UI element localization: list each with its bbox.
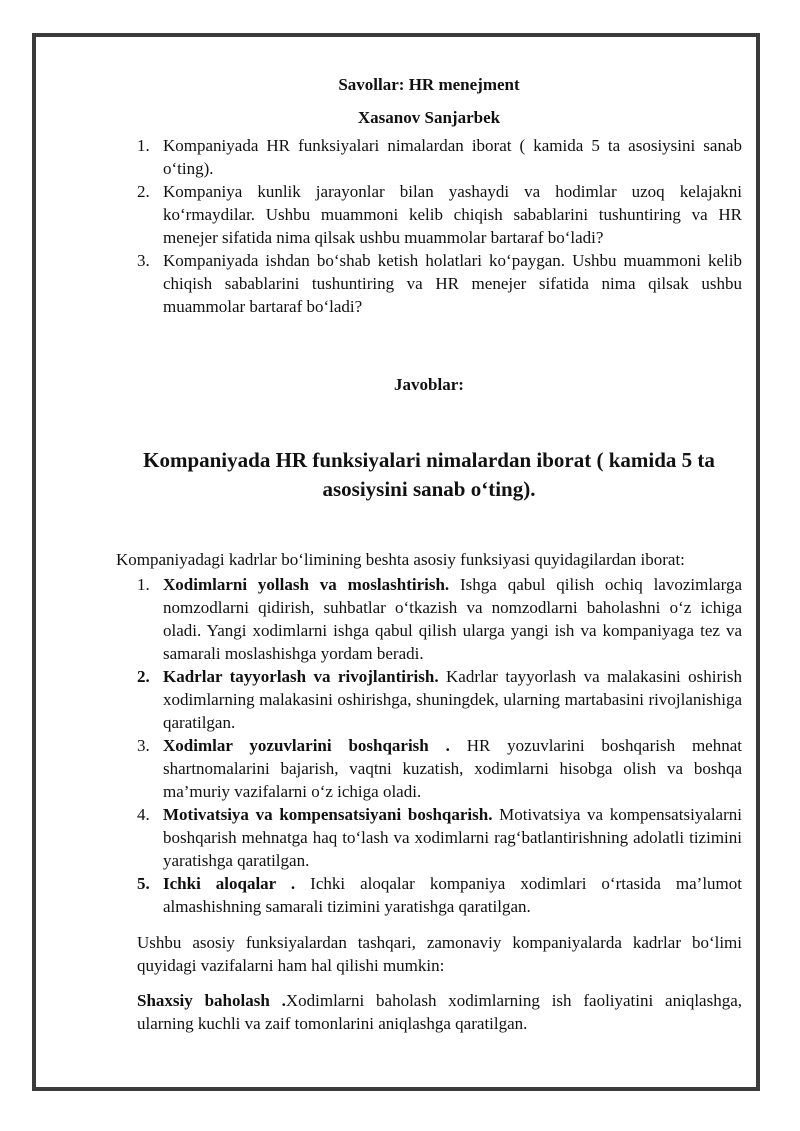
question-item [116, 249, 742, 318]
function-number: 4. [137, 805, 150, 824]
function-number: 2. [137, 667, 150, 686]
personal-evaluation-paragraph [137, 989, 742, 1035]
function-number: 1. [137, 575, 150, 594]
questions-list [116, 134, 742, 318]
function-item [116, 665, 742, 734]
section-heading: Kompaniyada HR funksiyalari nimalardan iborat ( kamida 5 ta asosiysini sanab o‘ting). [143, 448, 715, 501]
function-item [116, 573, 742, 665]
function-item [116, 803, 742, 872]
function-title: Motivatsiya va kompensatsiyani boshqarish. [163, 805, 493, 824]
function-number: 5. [137, 874, 150, 893]
function-item [116, 734, 742, 803]
question-text: Kompaniyada ishdan bo‘shab ketish holatlari ko‘paygan. Ushbu muammoni kelib chiqish sabablarini tushuntiring va HR menejer sifatida nima qilsak ushbu muammolar bartaraf bo‘ladi? [163, 251, 742, 316]
function-text: Ishga qabul qilish ochiq lavozimlarga nomzodlarni qidirish, suhbatlar o‘tkazish va nomzodlarni baholashni o‘z ichiga oladi. Yangi xodimlarni ishga qabul qilish ularga yangi ish va kompaniyaga tez va samarali moslashishga yordam beradi. [163, 575, 742, 663]
function-title: Ichki aloqalar . [163, 874, 296, 893]
personal-evaluation-text: Xodimlarni baholash xodimlarning ish faoliyatini aniqlashga, ularning kuchli va zaif tomonlarini aniqlashga qaratilgan. [137, 991, 742, 1033]
question-number: 1. [137, 136, 150, 155]
question-item [116, 134, 742, 180]
function-number: 3. [137, 736, 150, 755]
document-title: Savollar: HR menejment [338, 75, 520, 94]
question-text: Kompaniyada HR funksiyalari nimalardan iborat ( kamida 5 ta asosiysini sanab o‘ting). [163, 136, 742, 178]
function-text: HR yozuvlarini boshqarish mehnat shartnomalarini bajarish, vaqtni kuzatish, xodimlarni hisobga olish va boshqa ma’muriy vazifalarni o‘z ichiga oladi. [163, 736, 742, 801]
document-body [116, 73, 742, 1035]
question-item [116, 180, 742, 249]
question-text: Kompaniya kunlik jarayonlar bilan yashaydi va hodimlar uzoq kelajakni ko‘rmaydilar. Ushbu muammoni kelib chiqish sabablarini tushuntiring va HR menejer sifatida nima qilsak ushbu muammolar bartaraf bo‘ladi? [163, 182, 742, 247]
function-title: Xodimlarni yollash va moslashtirish. [163, 575, 450, 594]
functions-list [116, 573, 742, 918]
personal-evaluation-title: Shaxsiy baholash . [137, 991, 286, 1010]
function-text: Motivatsiya va kompensatsiyalarni boshqarish mehnatga haq to‘lash va xodimlarni rag‘batlantirishning adolatli tizimini yaratishga qaratilgan. [163, 805, 742, 870]
author-name: Xasanov Sanjarbek [357, 108, 501, 127]
function-item [116, 872, 742, 918]
intro-paragraph: Kompaniyadagi kadrlar bo‘limining beshta asosiy funksiyasi quyidagilardan iborat: [116, 550, 685, 569]
function-text: Kadrlar tayyorlash va malakasini oshirish xodimlarning malakasini oshirishga, shuningdek, ularning martabasini rivojlanishiga qaratilgan. [163, 667, 743, 732]
extra-paragraph: Ushbu asosiy funksiyalardan tashqari, zamonaviy kompaniyalarda kadrlar bo‘limi quyidagi vazifalarni ham hal qilishi mumkin: [137, 933, 742, 975]
function-title: Kadrlar tayyorlash va rivojlantirish. [163, 667, 439, 686]
function-text: Ichki aloqalar kompaniya xodimlari o‘rtasida ma’lumot almashishning samarali tizimini yaratishga qaratilgan. [163, 874, 742, 916]
answers-heading: Javoblar: [394, 375, 464, 394]
question-number: 2. [137, 182, 150, 201]
question-number: 3. [137, 251, 150, 270]
function-title: Xodimlar yozuvlarini boshqarish . [163, 736, 450, 755]
